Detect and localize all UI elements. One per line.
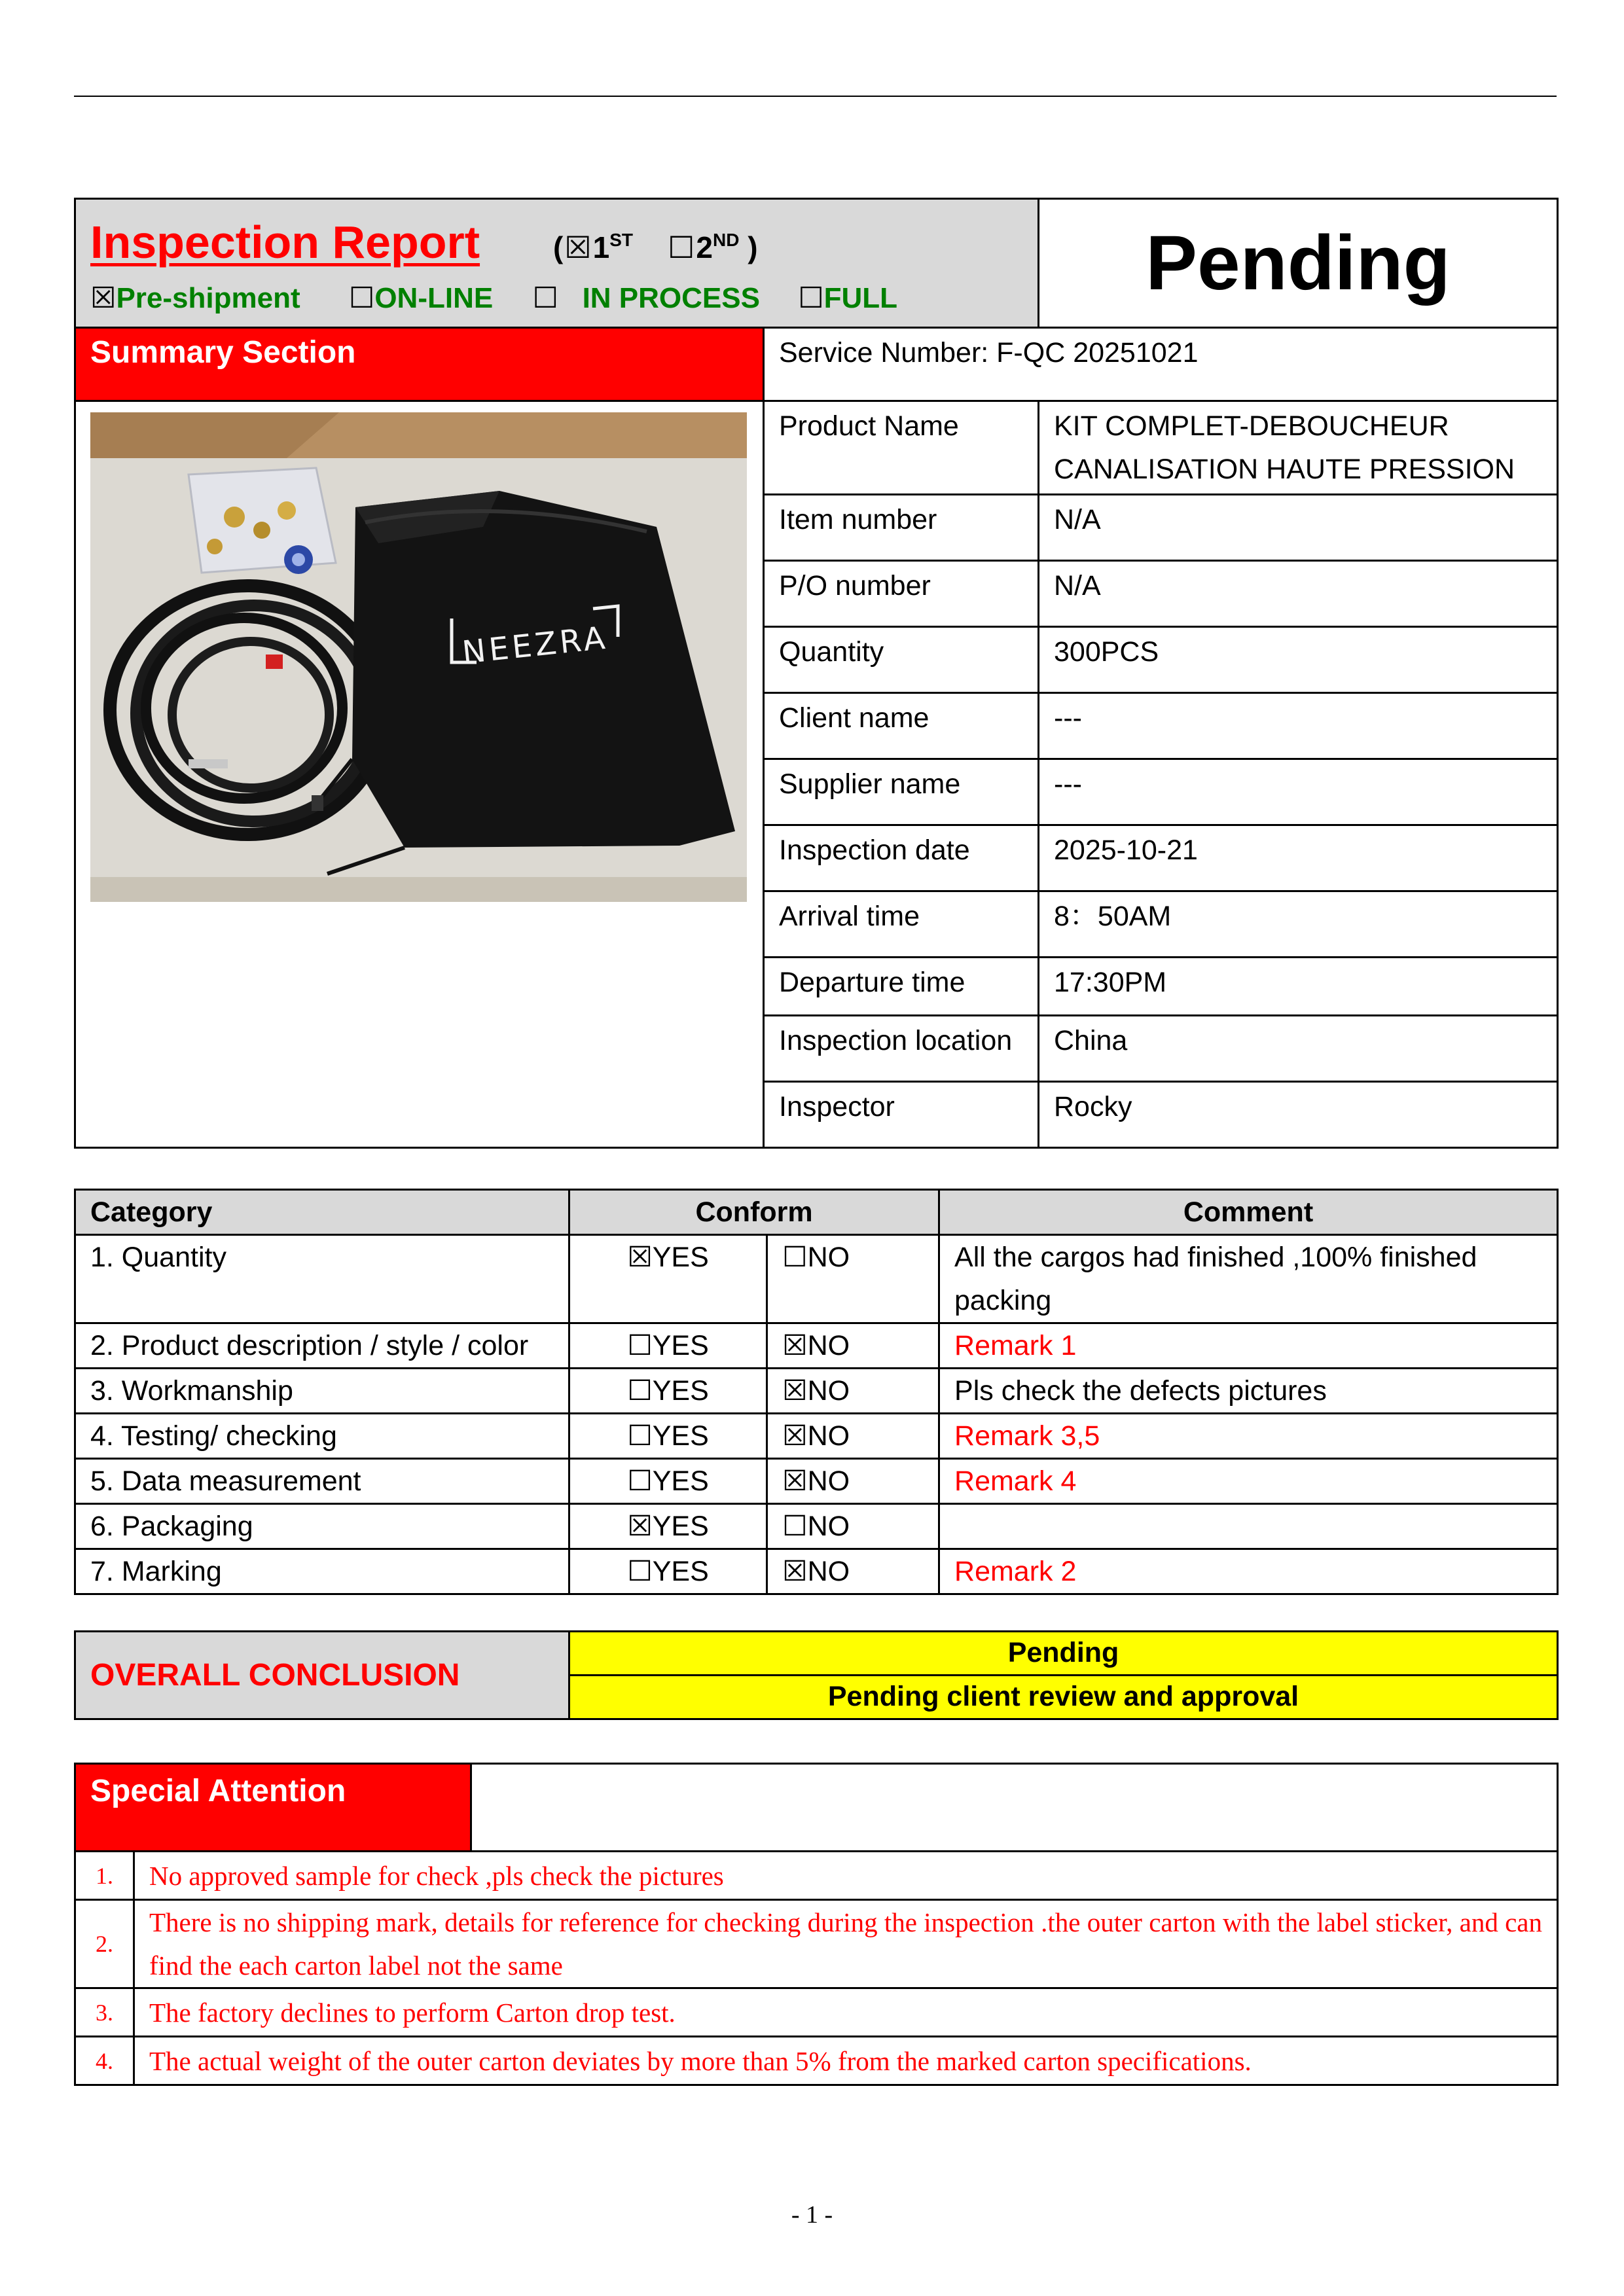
- report-title: Inspection Report: [90, 217, 480, 268]
- field-value-item-number: N/A: [1039, 495, 1558, 561]
- field-label-po-number: P/O number: [764, 561, 1039, 627]
- conform-no: ☐NO: [767, 1504, 939, 1549]
- yes-checkbox-icon: ☒: [627, 1241, 653, 1274]
- category-comment: Remark 3,5: [939, 1414, 1558, 1459]
- conform-yes: ☐YES: [569, 1369, 767, 1414]
- table-row: [75, 1549, 1558, 1594]
- conform-yes: ☐YES: [569, 1549, 767, 1594]
- inspection-types: [90, 274, 1023, 323]
- category-comment: Pls check the defects pictures: [939, 1369, 1558, 1414]
- table-row: [75, 1504, 1558, 1549]
- category-comment: Remark 4: [939, 1459, 1558, 1504]
- field-value-inspection-location: China: [1039, 1016, 1558, 1082]
- report-header: [75, 199, 1039, 328]
- item-number: 3.: [75, 1988, 134, 2037]
- yes-checkbox-icon: ☐: [627, 1465, 653, 1498]
- round-2-checkbox-icon: ☐: [668, 230, 695, 265]
- category-name: 5. Data measurement: [75, 1459, 569, 1504]
- on-line-checkbox-icon: ☐: [348, 281, 375, 315]
- field-label-client-name: Client name: [764, 693, 1039, 759]
- list-item: [75, 1852, 1558, 1900]
- special-attention-blank: [471, 1764, 1558, 1852]
- conform-no: ☒NO: [767, 1549, 939, 1594]
- field-value-po-number: N/A: [1039, 561, 1558, 627]
- item-text: The factory declines to perform Carton drop test.: [134, 1988, 1558, 2037]
- no-checkbox-icon: ☒: [782, 1374, 808, 1407]
- conform-yes: ☒YES: [569, 1504, 767, 1549]
- table-row: [75, 1323, 1558, 1369]
- field-value-client-name: ---: [1039, 693, 1558, 759]
- no-checkbox-icon: ☒: [782, 1555, 808, 1588]
- field-label-arrival-time: Arrival time: [764, 891, 1039, 958]
- field-label-quantity: Quantity: [764, 627, 1039, 693]
- conform-no: ☐NO: [767, 1235, 939, 1323]
- field-value-inspector: Rocky: [1039, 1082, 1558, 1148]
- special-attention-table: [74, 1763, 1559, 2086]
- conform-yes: ☐YES: [569, 1414, 767, 1459]
- category-name: 7. Marking: [75, 1549, 569, 1594]
- field-value-supplier-name: ---: [1039, 759, 1558, 825]
- page-number: - 1 -: [791, 2201, 833, 2229]
- item-text: No approved sample for check ,pls check the pictures: [134, 1852, 1558, 1900]
- list-item: [75, 2037, 1558, 2085]
- in-process-checkbox-icon: ☐: [532, 281, 558, 315]
- table-row: [75, 1369, 1558, 1414]
- field-label-inspector: Inspector: [764, 1082, 1039, 1148]
- field-value-quantity: 300PCS: [1039, 627, 1558, 693]
- conclusion-note: Pending client review and approval: [569, 1676, 1558, 1719]
- conform-yes: ☐YES: [569, 1323, 767, 1369]
- item-number: 4.: [75, 2037, 134, 2085]
- category-comment: Remark 1: [939, 1323, 1558, 1369]
- item-number: 2.: [75, 1900, 134, 1988]
- field-label-departure-time: Departure time: [764, 958, 1039, 1016]
- list-item: [75, 1988, 1558, 2037]
- full-checkbox-icon: ☐: [798, 281, 824, 315]
- no-checkbox-icon: ☐: [782, 1510, 808, 1543]
- list-item: [75, 1900, 1558, 1988]
- yes-checkbox-icon: ☐: [627, 1555, 653, 1588]
- table-row: [75, 1459, 1558, 1504]
- photo-brand-logo: NEEZRA: [460, 619, 610, 672]
- category-name: 2. Product description / style / color: [75, 1323, 569, 1369]
- field-label-product-name: Product Name: [764, 401, 1039, 495]
- field-value-departure-time: 17:30PM: [1039, 958, 1558, 1016]
- service-number: Service Number: F-QC 20251021: [764, 328, 1558, 401]
- conform-yes: ☐YES: [569, 1459, 767, 1504]
- conform-no: ☒NO: [767, 1459, 939, 1504]
- table-row: [75, 1235, 1558, 1323]
- conform-no: ☒NO: [767, 1414, 939, 1459]
- conform-yes: ☒YES: [569, 1235, 767, 1323]
- yes-checkbox-icon: ☐: [627, 1329, 653, 1362]
- field-label-item-number: Item number: [764, 495, 1039, 561]
- summary-table: [74, 198, 1559, 1149]
- conclusion-table: [74, 1630, 1559, 1720]
- field-value-arrival-time: 8：50AM: [1039, 891, 1558, 958]
- item-text: The actual weight of the outer carton deviates by more than 5% from the marked carton specifications.: [134, 2037, 1558, 2085]
- conformity-table: [74, 1189, 1559, 1595]
- type-in-process: ☐ IN PROCESS: [532, 281, 760, 315]
- status-badge: Pending: [1146, 220, 1451, 306]
- yes-checkbox-icon: ☐: [627, 1420, 653, 1452]
- type-full: ☐FULL: [798, 281, 898, 315]
- field-value-product-name: KIT COMPLET-DEBOUCHEUR CANALISATION HAUTE PRESSION: [1039, 401, 1558, 495]
- top-rule: [74, 96, 1557, 97]
- product-photo: [90, 412, 747, 902]
- no-checkbox-icon: ☐: [782, 1241, 808, 1274]
- no-checkbox-icon: ☒: [782, 1465, 808, 1498]
- yes-checkbox-icon: ☐: [627, 1374, 653, 1407]
- item-number: 1.: [75, 1852, 134, 1900]
- category-name: 4. Testing/ checking: [75, 1414, 569, 1459]
- field-value-inspection-date: 2025-10-21: [1039, 825, 1558, 891]
- conform-no: ☒NO: [767, 1369, 939, 1414]
- field-label-inspection-location: Inspection location: [764, 1016, 1039, 1082]
- item-text: There is no shipping mark, details for reference for checking during the inspection .the outer carton with the label sticker, and can find the each carton label not the same: [134, 1900, 1558, 1988]
- category-name: 1. Quantity: [75, 1235, 569, 1323]
- header-comment: Comment: [939, 1190, 1558, 1235]
- header-conform: Conform: [569, 1190, 939, 1235]
- field-label-inspection-date: Inspection date: [764, 825, 1039, 891]
- field-label-supplier-name: Supplier name: [764, 759, 1039, 825]
- type-on-line: ☐ON-LINE: [348, 281, 494, 315]
- table-row: [75, 1414, 1558, 1459]
- no-checkbox-icon: ☒: [782, 1420, 808, 1452]
- special-attention-title: Special Attention: [75, 1764, 471, 1852]
- category-comment: Remark 2: [939, 1549, 1558, 1594]
- conclusion-status: Pending: [569, 1632, 1558, 1676]
- no-checkbox-icon: ☒: [782, 1329, 808, 1362]
- status-cell: [1039, 199, 1558, 328]
- category-comment: All the cargos had finished ,100% finished packing: [939, 1235, 1558, 1323]
- product-photo-cell: [75, 401, 764, 1148]
- conclusion-label: OVERALL CONCLUSION: [75, 1632, 569, 1719]
- category-name: 3. Workmanship: [75, 1369, 569, 1414]
- pre-shipment-checkbox-icon: ☒: [90, 281, 117, 315]
- category-comment: [939, 1504, 1558, 1549]
- round-1-checkbox-icon: ☒: [564, 230, 592, 265]
- inspection-round: (☒1ST ☐2ND ): [553, 230, 758, 265]
- summary-section-title: Summary Section: [75, 328, 764, 401]
- conform-no: ☒NO: [767, 1323, 939, 1369]
- category-name: 6. Packaging: [75, 1504, 569, 1549]
- yes-checkbox-icon: ☒: [627, 1510, 653, 1543]
- type-pre-shipment: ☒Pre-shipment: [90, 281, 300, 315]
- header-category: Category: [75, 1190, 569, 1235]
